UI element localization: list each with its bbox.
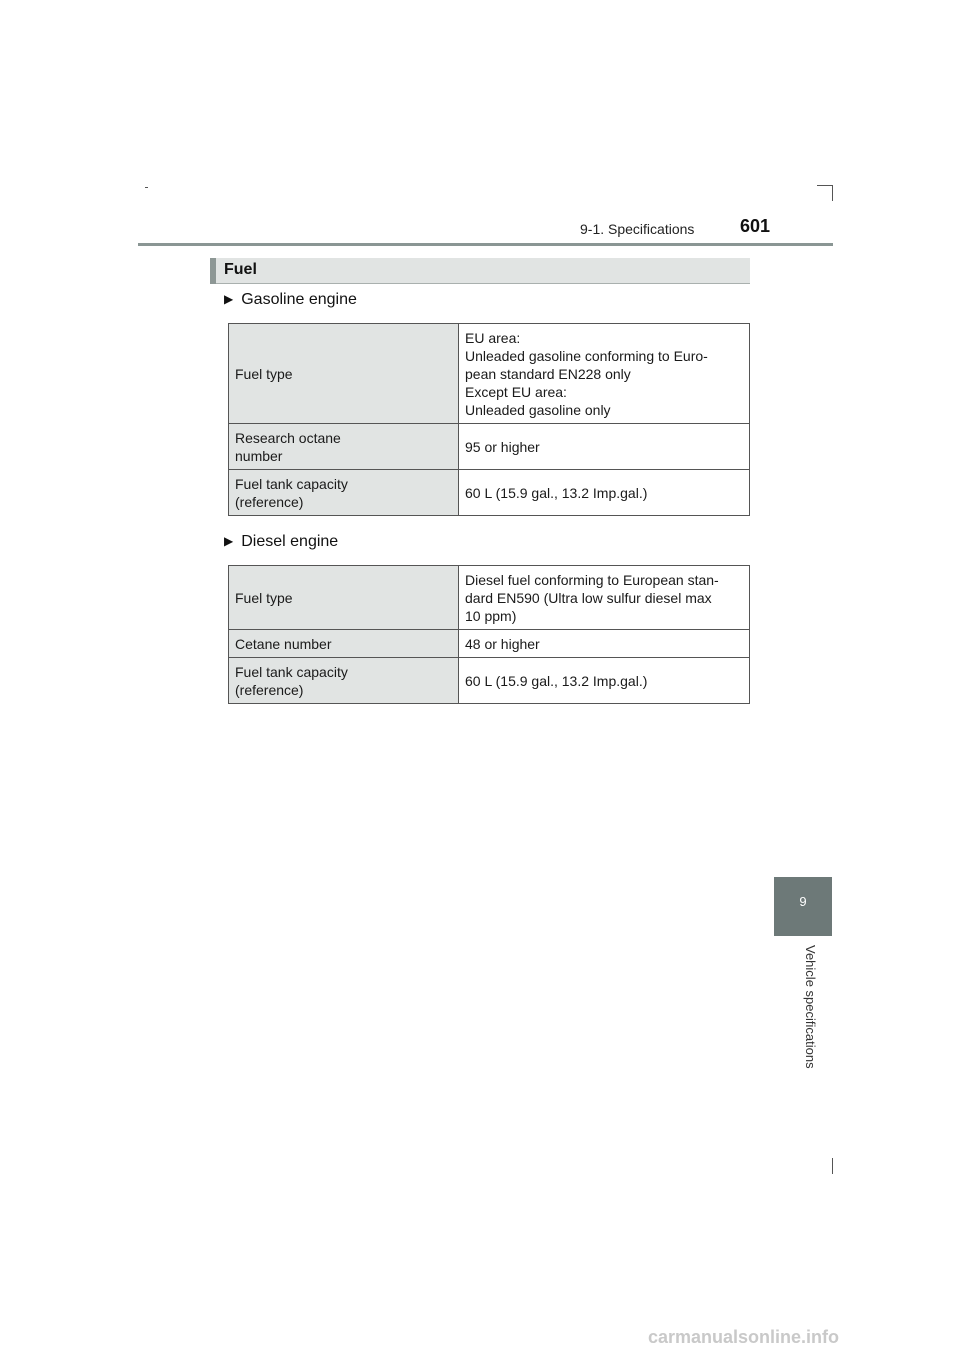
crop-mark-top-right-v	[832, 185, 833, 201]
crop-mark-bottom-right	[832, 1158, 833, 1174]
label-line: Research octane	[235, 429, 341, 446]
value-line: dard EN590 (Ultra low sulfur diesel max	[465, 589, 712, 606]
value-line: Except EU area:	[465, 383, 567, 400]
row-value	[459, 566, 750, 630]
table-row	[229, 658, 750, 704]
triangle-bullet-icon: ▶	[224, 292, 234, 306]
watermark: carmanualsonline.info	[648, 1327, 840, 1347]
chapter-title: Vehicle specifications	[803, 945, 818, 1069]
crop-mark-top-left	[145, 187, 148, 188]
chapter-number: 9	[799, 894, 807, 909]
table-row	[229, 630, 750, 658]
heading-accent	[210, 258, 216, 284]
section-heading	[210, 258, 750, 284]
diesel-title: Diesel engine	[241, 533, 339, 550]
label-line: (reference)	[235, 681, 304, 698]
row-label: Fuel type	[229, 566, 459, 630]
row-value	[459, 324, 750, 424]
section-label: 9-1. Specifications	[580, 221, 695, 237]
diesel-subheading	[224, 533, 338, 551]
table-row	[229, 324, 750, 424]
table-row	[229, 470, 750, 516]
heading-title: Fuel	[224, 261, 257, 278]
label-line: Fuel tank capacity	[235, 475, 348, 492]
triangle-bullet-icon: ▶	[224, 534, 234, 548]
diesel-spec-table	[228, 565, 750, 704]
chapter-tab	[774, 877, 832, 936]
label-line: Fuel tank capacity	[235, 663, 348, 680]
page-number: 601	[740, 216, 771, 236]
value-line: Unleaded gasoline conforming to Euro-	[465, 347, 708, 364]
label-line: (reference)	[235, 493, 304, 510]
label-line: number	[235, 447, 283, 464]
row-label	[229, 424, 459, 470]
value-line: pean standard EN228 only	[465, 365, 631, 382]
value-line: EU area:	[465, 329, 521, 346]
row-value: 60 L (15.9 gal., 13.2 Imp.gal.)	[459, 470, 750, 516]
value-line: Unleaded gasoline only	[465, 401, 611, 418]
header-rule	[138, 243, 833, 246]
row-label	[229, 658, 459, 704]
row-label	[229, 470, 459, 516]
gasoline-subheading	[224, 291, 357, 309]
gasoline-spec-table	[228, 323, 750, 516]
row-label: Fuel type	[229, 324, 459, 424]
value-line: 10 ppm)	[465, 607, 517, 624]
crop-mark-top-right-h	[817, 185, 833, 186]
table-row	[229, 424, 750, 470]
row-label: Cetane number	[229, 630, 459, 658]
gasoline-title: Gasoline engine	[241, 291, 357, 308]
row-value: 95 or higher	[459, 424, 750, 470]
table-row	[229, 566, 750, 630]
value-line: Diesel fuel conforming to European stan-	[465, 571, 719, 588]
row-value: 60 L (15.9 gal., 13.2 Imp.gal.)	[459, 658, 750, 704]
row-value: 48 or higher	[459, 630, 750, 658]
